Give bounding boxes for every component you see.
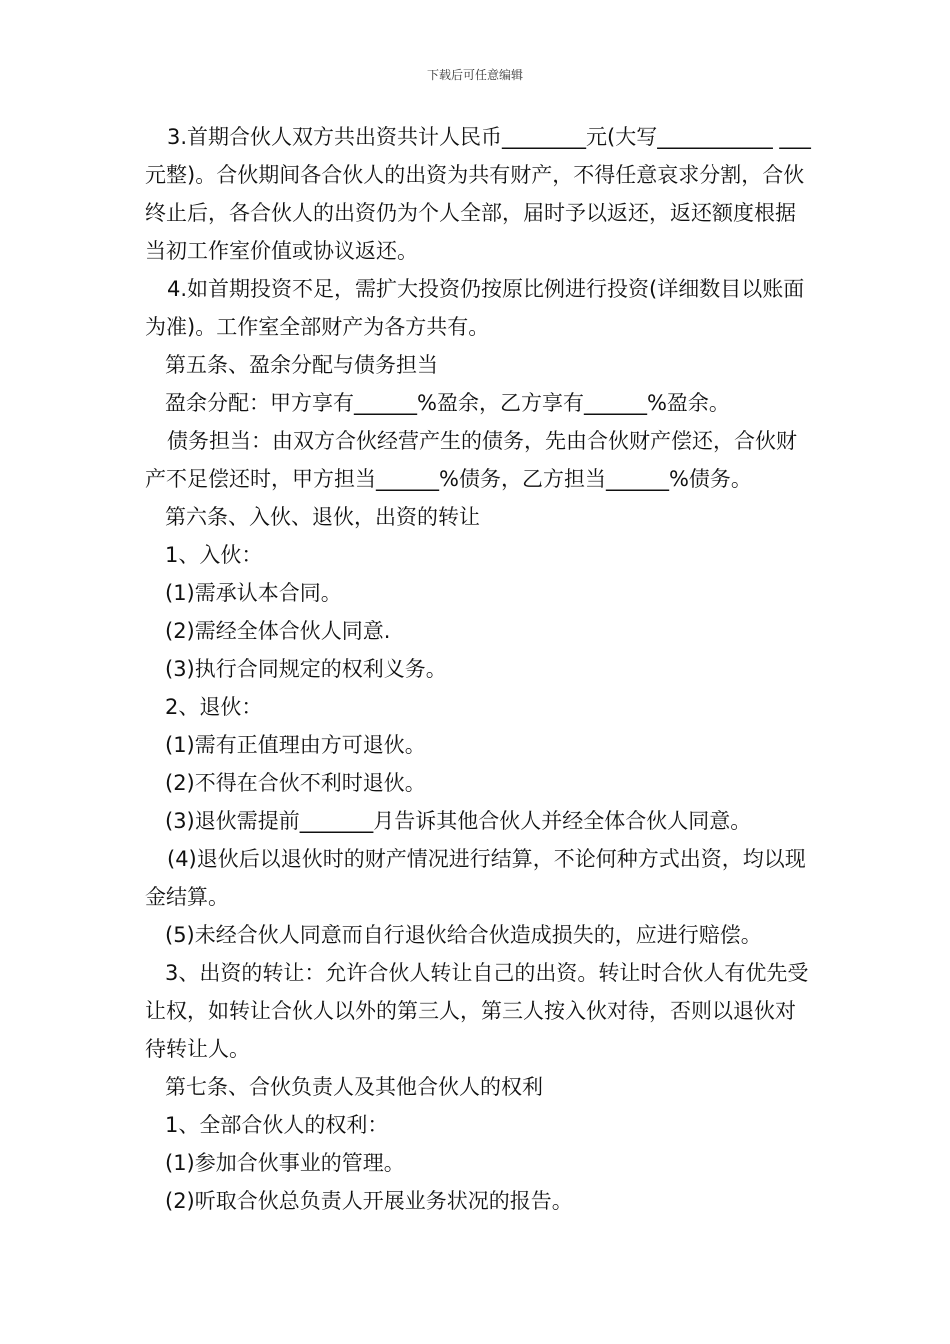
subheading-joining: 1、入伙：: [165, 543, 263, 567]
paragraph-investment-amount: 3.首期合伙人双方共出资共计人民币________元(大写___________ ___元整)。合伙期间各合伙人的出资为共有财产，不得任意哀求分割，合伙终止后，各合伙人的出资仍为个人全部，届时予以返还，返还额度根据当初工作室价值或协议返还。: [145, 125, 811, 263]
page-header-note: 下载后可任意编辑: [426, 68, 523, 82]
subheading-partner-rights: 1、全部合伙人的权利：: [165, 1113, 389, 1137]
subheading-withdrawal: 2、退伙：: [165, 695, 263, 719]
list-item-rights-2: (2)听取合伙总负责人开展业务状况的报告。: [165, 1189, 573, 1213]
list-item-withdrawal-1: (1)需有正值理由方可退伙。: [165, 733, 426, 757]
list-item-withdrawal-5: (5)未经合伙人同意而自行退伙给合伙造成损失的，应进行赔偿。: [165, 923, 762, 947]
paragraph-capital-transfer: 3、出资的转让：允许合伙人转让自己的出资。转让时合伙人有优先受让权，如转让合伙人以外的第三人，第三人按入伙对待，否则以退伙对待转让人。: [145, 961, 809, 1061]
paragraph-debt-bearing: 债务担当：由双方合伙经营产生的债务，先由合伙财产偿还，合伙财产不足偿还时，甲方担当______%债务，乙方担当______%债务。: [145, 429, 797, 491]
heading-article-6: 第六条、入伙、退伙，出资的转让: [165, 505, 480, 529]
list-item-joining-3: (3)执行合同规定的权利义务。: [165, 657, 447, 681]
paragraph-additional-investment: 4.如首期投资不足，需扩大投资仍按原比例进行投资(详细数目以账面为准)。工作室全部财产为各方共有。: [145, 277, 805, 339]
list-item-joining-2: (2)需经全体合伙人同意.: [165, 619, 391, 643]
heading-article-5: 第五条、盈余分配与债务担当: [165, 353, 438, 377]
list-item-withdrawal-4: (4)退伙后以退伙时的财产情况进行结算，不论何种方式出资，均以现金结算。: [145, 847, 806, 909]
list-item-withdrawal-2: (2)不得在合伙不利时退伙。: [165, 771, 426, 795]
document-body: [145, 118, 813, 1220]
paragraph-profit-distribution: 盈余分配：甲方享有______%盈余，乙方享有______%盈余。: [165, 391, 730, 415]
list-item-joining-1: (1)需承认本合同。: [165, 581, 342, 605]
list-item-withdrawal-3: (3)退伙需提前_______月告诉其他合伙人并经全体合伙人同意。: [165, 809, 752, 833]
list-item-rights-1: (1)参加合伙事业的管理。: [165, 1151, 405, 1175]
heading-article-7: 第七条、合伙负责人及其他合伙人的权利: [165, 1075, 543, 1099]
